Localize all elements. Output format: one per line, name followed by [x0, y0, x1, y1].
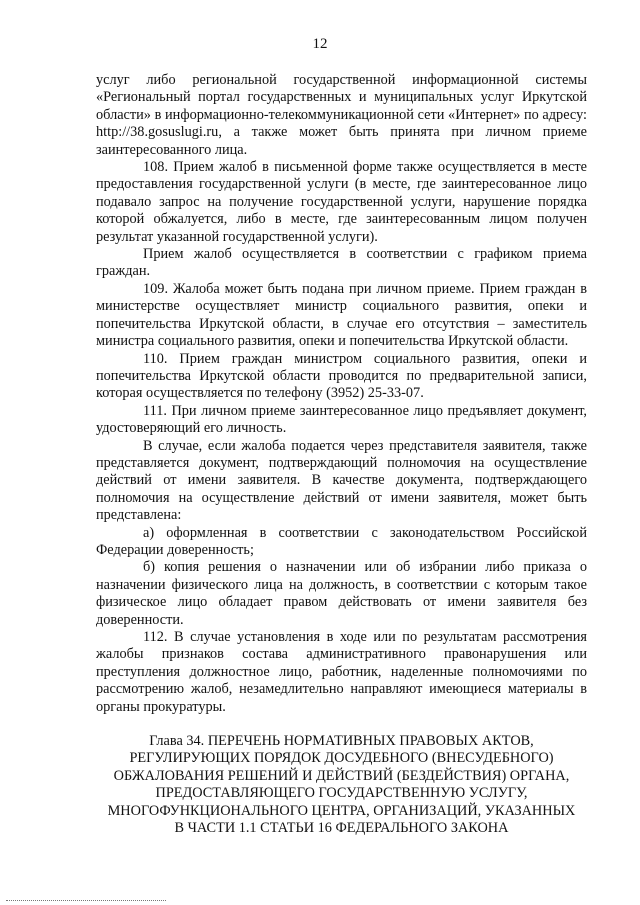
footer-divider	[6, 900, 166, 903]
paragraph-continuation: услуг либо региональной государственной информационной системы «Региональный портал государственных и муниципальных услуг Иркутской области» в информационно-телекоммуникационной сети «Интернет» по адресу: http://38.gosuslugi.ru, а также может быть принята при личном приеме заинтересованного лица.	[96, 72, 587, 158]
page-number: 12	[312, 36, 328, 52]
chapter-heading-line: РЕГУЛИРУЮЩИХ ПОРЯДОК ДОСУДЕБНОГО (ВНЕСУДЕБНОГО)	[129, 750, 554, 767]
paragraph-108: 108. Прием жалоб в письменной форме также осуществляется в месте предоставления государственной услуги (в месте, где заинтересованное лицо подавало запрос на получение государственной услуги, нарушение порядка которой обжалуется, либо в месте, где заинтересованным лицом получен результат указанной государственной услуги).	[96, 159, 587, 245]
chapter-heading	[96, 733, 587, 837]
paragraph-109: 109. Жалоба может быть подана при личном приеме. Прием граждан в министерстве осуществляет министр социального развития, опеки и попечительства Иркутской области, в случае его отсутствия – заместитель министра социального развития, опеки и попечительства Иркутской области.	[96, 280, 587, 350]
chapter-heading-line: ПРЕДОСТАВЛЯЮЩЕГО ГОСУДАРСТВЕННУЮ УСЛУГУ,	[155, 785, 528, 802]
paragraph-110: 110. Прием граждан министром социального развития, опеки и попечительства Иркутской области проводится по предварительной записи, которая осуществляется по телефону (3952) 25-33-07.	[96, 350, 587, 402]
chapter-heading-line: МНОГОФУНКЦИОНАЛЬНОГО ЦЕНТРА, ОРГАНИЗАЦИЙ, УКАЗАННЫХ	[107, 802, 576, 819]
paragraph-112: 112. В случае установления в ходе или по результатам рассмотрения жалобы признаков состава административного правонарушения или преступления должностное лицо, работник, наделенные полномочиями по рассмотрению жалоб, незамедлительно направляют имеющиеся материалы в органы прокуратуры.	[96, 629, 587, 715]
chapter-heading-line: В ЧАСТИ 1.1 СТАТЬИ 16 ФЕДЕРАЛЬНОГО ЗАКОНА	[174, 820, 509, 837]
paragraph-schedule: Прием жалоб осуществляется в соответствии с графиком приема граждан.	[96, 246, 587, 280]
paragraph-item-a: а) оформленная в соответствии с законодательством Российской Федерации доверенность;	[96, 524, 587, 558]
document-body	[96, 72, 587, 716]
paragraph-representative: В случае, если жалоба подается через представителя заявителя, также представляется документ, подтверждающий полномочия на осуществление действий от имени заявителя. В качестве документа, подтверждающего полномочия на осуществление действий от имени заявителя, может быть представлена:	[96, 437, 587, 524]
chapter-heading-line: Глава 34. ПЕРЕЧЕНЬ НОРМАТИВНЫХ ПРАВОВЫХ АКТОВ,	[149, 733, 534, 749]
chapter-heading-line: ОБЖАЛОВАНИЯ РЕШЕНИЙ И ДЕЙСТВИЙ (БЕЗДЕЙСТВИЯ) ОРГАНА,	[113, 767, 570, 784]
paragraph-item-b: б) копия решения о назначении или об избрании либо приказа о назначении физического лица на должность, в соответствии с которым такое физическое лицо обладает правом действовать от имени заявителя без доверенности.	[96, 559, 587, 628]
paragraph-111: 111. При личном приеме заинтересованное лицо предъявляет документ, удостоверяющий его личность.	[96, 402, 587, 437]
